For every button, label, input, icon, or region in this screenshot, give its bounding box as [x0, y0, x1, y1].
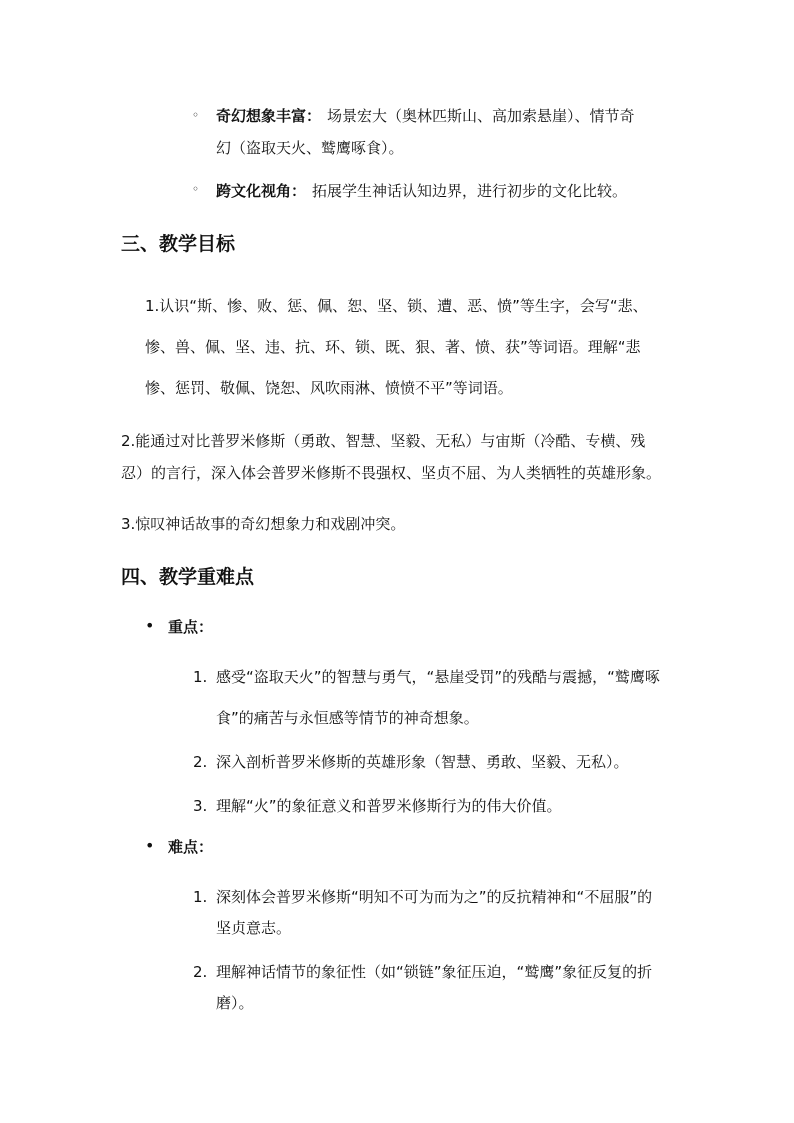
- section-heading-teaching-goals: 三、教学目标: [121, 233, 236, 255]
- goal1-line3: 惨、惩罚、敬佩、饶恕、风吹雨淋、愤愤不平”等词语。: [145, 379, 513, 397]
- goal1-line2: 惨、兽、佩、坚、违、抗、环、锁、既、狠、著、愤、获”等词语。理解“悲: [145, 338, 641, 356]
- feature-text: 拓展学生神话认知边界，进行初步的文化比较。: [312, 182, 628, 200]
- difficult-item1-line2: 坚贞意志。: [216, 919, 292, 937]
- goal3-line: 3.惊叹神话故事的奇幻想象力和戏剧冲突。: [121, 515, 406, 533]
- feature-text: 场景宏大（奥林匹斯山、高加索悬崖）、情节奇: [327, 107, 635, 125]
- feature-label: 跨文化视角：: [216, 182, 307, 200]
- difficult-item2-line1: 理解神话情节的象征性（如“锁链”象征压迫，“鹫鹰”象征反复的折: [216, 963, 653, 981]
- key-item1-line1: 感受“盗取天火”的智慧与勇气，“悬崖受罚”的残酷与震撼，“鹫鹰啄: [216, 668, 660, 686]
- key-points-label: 重点：: [168, 618, 214, 636]
- goal1-line1: 1.认识“斯、惨、败、惩、佩、恕、坚、锁、遭、恶、愤”等生字，会写“悲、: [145, 297, 648, 315]
- feature-fantasy-line2: 幻（盗取天火、鹫鹰啄食）。: [216, 139, 404, 157]
- list-number: 1.: [193, 668, 208, 686]
- list-number: 1.: [193, 888, 208, 906]
- key-item1-line2: 食”的痛苦与永恒感等情节的神奇想象。: [216, 709, 479, 727]
- difficult-item2-line2: 磨）。: [216, 994, 254, 1012]
- list-number: 2.: [193, 963, 208, 981]
- key-item3-line: 理解“火”的象征意义和普罗米修斯行为的伟大价值。: [216, 797, 562, 815]
- feature-crossculture-line: [216, 181, 627, 201]
- difficult-item1-line1: 深刻体会普罗米修斯“明知不可为而为之”的反抗精神和“不屈服”的: [216, 888, 653, 906]
- list-number: 2.: [193, 753, 208, 771]
- bullet-dot-icon: •: [145, 836, 155, 855]
- feature-fantasy-line1: [216, 106, 635, 126]
- bullet-dot-icon: •: [145, 616, 155, 635]
- goal2-line1: 2.能通过对比普罗米修斯（勇敢、智慧、坚毅、无私）与宙斯（冷酷、专横、残: [121, 432, 646, 450]
- section-heading-key-difficult: 四、教学重难点: [121, 566, 255, 588]
- hollow-bullet-icon: ◦: [192, 182, 200, 196]
- feature-label: 奇幻想象丰富：: [216, 107, 322, 125]
- difficult-points-label: 难点：: [168, 838, 214, 856]
- list-number: 3.: [193, 797, 208, 815]
- key-item2-line: 深入剖析普罗米修斯的英雄形象（智慧、勇敢、坚毅、无私）。: [216, 753, 629, 771]
- goal2-line2: 忍）的言行，深入体会普罗米修斯不畏强权、坚贞不屈、为人类牺牲的英雄形象。: [121, 464, 662, 482]
- hollow-bullet-icon: ◦: [192, 108, 200, 122]
